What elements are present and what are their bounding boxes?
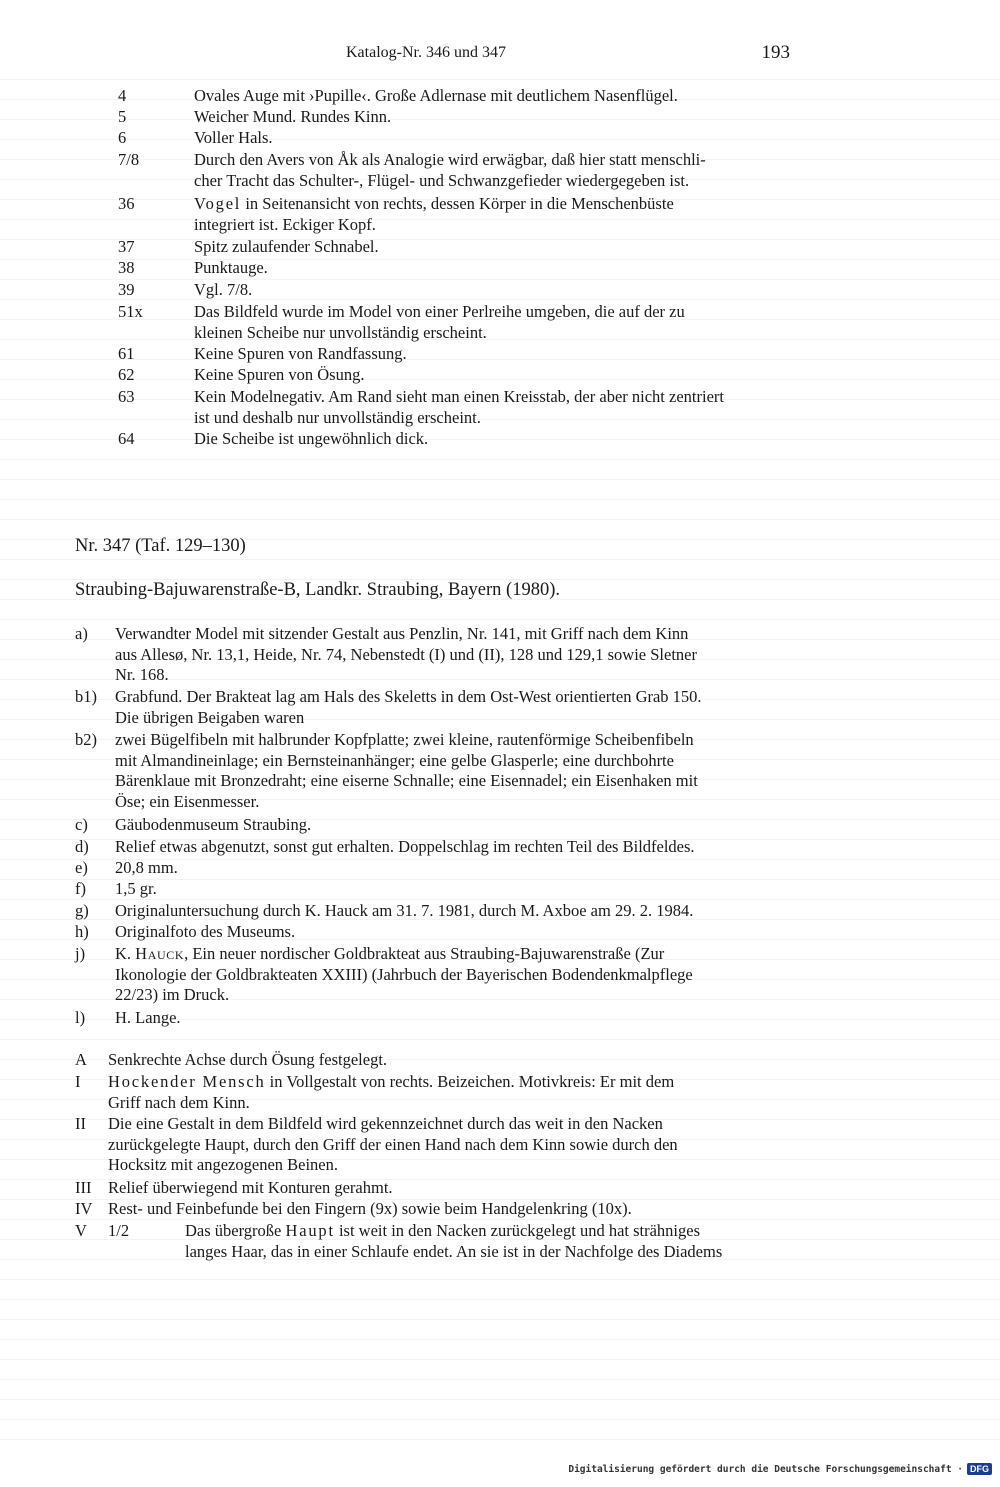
entry-letter: b2) (75, 730, 97, 749)
entry-number: 63 (118, 387, 135, 406)
spaced-term: Vogel (194, 194, 242, 213)
digitization-footer (568, 1459, 992, 1479)
entry-letter: g) (75, 901, 89, 920)
entry-text (115, 730, 792, 812)
spaced-term: Haupt (285, 1221, 335, 1240)
entry-line: Verwandter Model mit sitzender Gestalt aus Penzlin, Nr. 141, mit Griff nach dem Kinn (115, 624, 689, 643)
entry-text: Vgl. 7/8. (194, 280, 253, 299)
entry-text: Ovales Auge mit ›Pupille‹. Große Adlernase mit deutlichem Nasenflügel. (194, 86, 678, 105)
entry-roman: IV (75, 1199, 93, 1218)
entry-text: 1,5 gr. (115, 879, 157, 898)
entry-text (115, 944, 792, 1006)
entry-letter: a) (75, 624, 88, 643)
entry-line: langes Haar, das in einer Schlaufe endet. An sie ist in der Nachfolge des Diadems (185, 1241, 723, 1261)
entry-line: cher Tracht das Schulter-, Flügel- und Schwanzgefieder wiedergegeben ist. (194, 170, 690, 190)
entry-text: Originalfoto des Museums. (115, 922, 296, 941)
running-title: Katalog-Nr. 346 und 347 (346, 44, 506, 61)
entry-line: Bärenklaue mit Bronzedraht; eine eiserne Schnalle; eine Eisennadel; ein Eisenhaken mit (115, 771, 698, 790)
entry-number: 61 (118, 344, 135, 363)
entry-letter: j) (75, 944, 86, 963)
author-name: Hauck (135, 944, 185, 963)
entry-number: 62 (118, 365, 135, 384)
entry-letter: b1) (75, 687, 97, 706)
entry-roman: V (75, 1221, 87, 1240)
entry-line: Das übergroße (185, 1221, 286, 1240)
entry-roman: I (75, 1072, 81, 1091)
entry-number: 36 (118, 194, 135, 213)
entry-line: Öse; ein Eisenmesser. (115, 791, 260, 811)
spaced-term: Hockender Mensch (108, 1072, 266, 1091)
page-number: 193 (761, 42, 790, 63)
entry-text: Relief überwiegend mit Konturen gerahmt. (108, 1178, 393, 1197)
entry-line: in Vollgestalt von rechts. Beizeichen. Motivkreis: Er mit dem (265, 1072, 675, 1091)
entry-text: Die Scheibe ist ungewöhnlich dick. (194, 429, 429, 448)
entry-line: aus Allesø, Nr. 13,1, Heide, Nr. 74, Nebenstedt (I) und (II), 128 und 129,1 sowie Sletner (115, 644, 697, 664)
entry-line: Hocksitz mit angezogenen Beinen. (108, 1155, 339, 1174)
entry-line: integriert ist. Eckiger Kopf. (194, 214, 376, 234)
entry-text: Rest- und Feinbefunde bei den Fingern (9x) sowie beim Handgelenkring (10x). (108, 1199, 632, 1218)
entry-number: 37 (118, 237, 135, 256)
entry-text (194, 194, 792, 235)
entry-number: 7/8 (118, 150, 140, 169)
author-initial: K. (115, 944, 136, 963)
entry-line: Die übrigen Beigaben waren (115, 707, 305, 727)
entry-number: 4 (118, 86, 127, 105)
entry-line: Kein Modelnegativ. Am Rand sieht man einen Kreisstab, der aber nicht zentriert (194, 387, 724, 406)
entry-line: Die eine Gestalt in dem Bildfeld wird gekennzeichnet durch das weit in den Nacken (108, 1114, 663, 1133)
entry-text: Originaluntersuchung durch K. Hauck am 31. 7. 1981, durch M. Axboe am 29. 2. 1984. (115, 901, 694, 920)
entry-letter: e) (75, 858, 88, 877)
entry-text (194, 150, 792, 191)
page-header (0, 42, 1000, 66)
entry-text: Keine Spuren von Randfassung. (194, 344, 407, 363)
entry-line: Nr. 168. (115, 665, 169, 684)
entry-number: 39 (118, 280, 135, 299)
entry-number: 51x (118, 302, 143, 321)
entry-line: Das Bildfeld wurde im Model von einer Perlreihe umgeben, die auf der zu (194, 302, 685, 321)
entry-line: ist weit in den Nacken zurückgelegt und hat strähniges (334, 1221, 701, 1240)
entry-line: zurückgelegte Haupt, durch den Griff der einen Hand nach dem Kinn sowie durch den (108, 1134, 678, 1154)
entry-letter: c) (75, 815, 88, 834)
entry-line: kleinen Scheibe nur unvollständig erscheint. (194, 322, 487, 342)
entry-number: 64 (118, 429, 135, 448)
entry-text: Keine Spuren von Ösung. (194, 365, 365, 384)
entry-line: mit Almandineinlage; ein Bernsteinanhänger; eine gelbe Glasperle; eine durchbohrte (115, 750, 674, 770)
entry-text (108, 1114, 792, 1176)
entry-roman: II (75, 1114, 86, 1133)
entry-text: Spitz zulaufender Schnabel. (194, 237, 379, 256)
entry-line: Griff nach dem Kinn. (108, 1092, 250, 1112)
entry-letter: d) (75, 837, 89, 856)
entry-letter: f) (75, 879, 86, 898)
entry-line: in Seitenansicht von rechts, dessen Körper in die Menschenbüste (241, 194, 674, 213)
entry-line: , Ein neuer nordischer Goldbrakteat aus Straubing-Bajuwarenstraße (Zur (184, 944, 665, 963)
entry-number: 38 (118, 258, 135, 277)
entry-text: Senkrechte Achse durch Ösung festgelegt. (108, 1050, 388, 1069)
entry-text (115, 624, 792, 686)
site-title: Straubing-Bajuwarenstraße-B, Landkr. Straubing, Bayern (1980). (75, 580, 560, 600)
entry-line: ist und deshalb nur unvollständig erscheint. (194, 407, 481, 427)
entry-line: Grabfund. Der Brakteat lag am Hals des Skeletts in dem Ost-West orientierten Grab 150. (115, 687, 702, 706)
entry-text: H. Lange. (115, 1008, 181, 1027)
entry-text: Relief etwas abgenutzt, sonst gut erhalten. Doppelschlag im rechten Teil des Bildfeldes. (115, 837, 695, 856)
entry-text: Weicher Mund. Rundes Kinn. (194, 107, 392, 126)
entry-roman: III (75, 1178, 92, 1197)
footer-credit: Digitalisierung gefördert durch die Deutsche Forschungsgemeinschaft · (568, 1463, 963, 1475)
entry-text (115, 687, 792, 728)
entry-text: Voller Hals. (194, 128, 273, 147)
entry-text: Gäubodenmuseum Straubing. (115, 815, 312, 834)
entry-text: Punktauge. (194, 258, 268, 277)
entry-text (194, 387, 792, 428)
entry-subnumber: 1/2 (108, 1221, 130, 1240)
entry-line: zwei Bügelfibeln mit halbrunder Kopfplatte; zwei kleine, rautenförmige Scheibenfibeln (115, 730, 694, 749)
entry-line: Ikonologie der Goldbrakteaten XXIII) (Jahrbuch der Bayerischen Bodendenkmalpflege (115, 964, 693, 984)
entry-letter: l) (75, 1008, 86, 1027)
entry-text (108, 1072, 792, 1113)
section-heading: Nr. 347 (Taf. 129–130) (75, 536, 246, 556)
entry-letter: h) (75, 922, 89, 941)
entry-number: 6 (118, 128, 127, 147)
entry-number: 5 (118, 107, 127, 126)
entry-text (185, 1221, 792, 1262)
entry-text: 20,8 mm. (115, 858, 178, 877)
entry-roman: A (75, 1050, 87, 1069)
entry-line: 22/23) im Druck. (115, 985, 230, 1004)
entry-line: Durch den Avers von Åk als Analogie wird erwägbar, daß hier statt menschli- (194, 150, 706, 169)
entry-text (194, 302, 792, 343)
dfg-logo: DFG (967, 1463, 992, 1475)
